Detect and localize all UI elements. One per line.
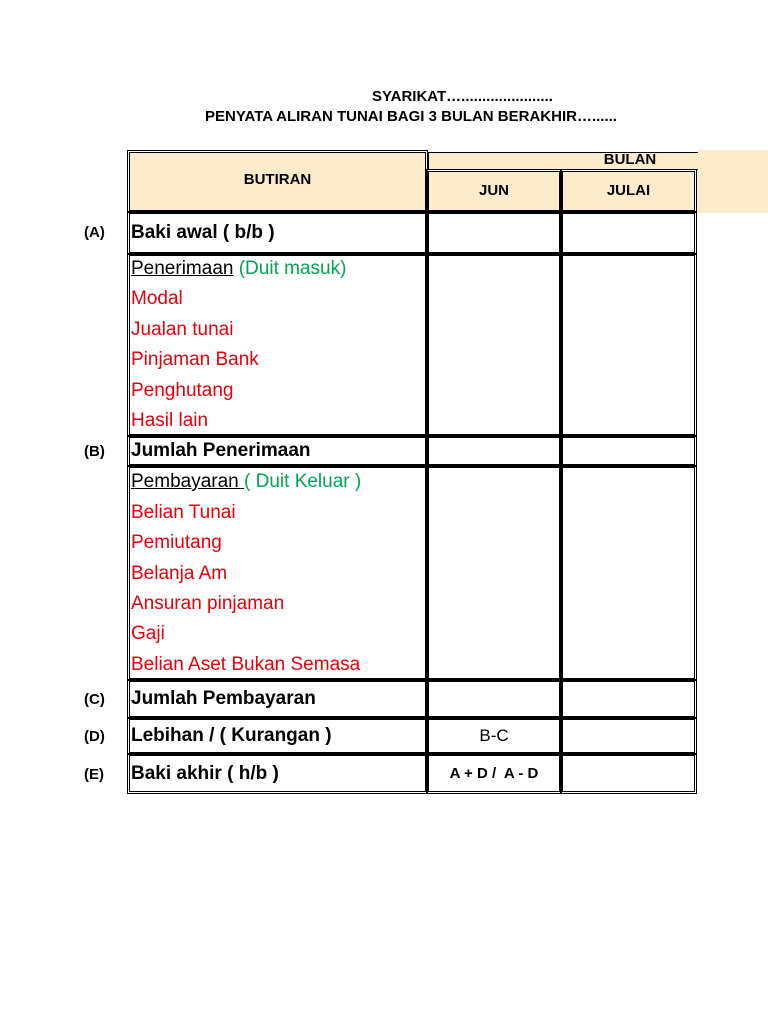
- penerimaan-item-jualan-tunai: Jualan tunai: [131, 319, 234, 340]
- row-e-julai-cell[interactable]: [562, 755, 695, 792]
- pembayaran-item-belanja-am: Belanja Am: [131, 563, 228, 584]
- statement-title: PENYATA ALIRAN TUNAI BAGI 3 BULAN BERAKHIR…......: [205, 108, 617, 125]
- butiran-header-label: BUTIRAN: [243, 171, 312, 188]
- row-e-label: Baki akhir ( h/b ): [131, 763, 279, 784]
- penerimaan-heading: [131, 258, 346, 280]
- pembayaran-item-pemiutang: Pemiutang: [131, 532, 222, 553]
- row-b-julai-cell[interactable]: [562, 437, 695, 465]
- pembayaran-heading-text: Pembayaran: [131, 471, 245, 492]
- row-a-jun-cell[interactable]: [428, 213, 560, 253]
- row-b-jun-cell[interactable]: [428, 437, 560, 465]
- row-c-label: Jumlah Pembayaran: [131, 688, 316, 709]
- penerimaan-item-penghutang: Penghutang: [131, 380, 234, 401]
- row-c-jun-cell[interactable]: [428, 681, 560, 717]
- penerimaan-heading-note: (Duit masuk): [233, 258, 347, 279]
- company-title: SYARIKAT…......................: [372, 88, 553, 105]
- pembayaran-item-ansuran-pinjaman: Ansuran pinjaman: [131, 593, 285, 614]
- row-code-d: (D): [84, 728, 105, 745]
- pembayaran-julai-cell[interactable]: [562, 467, 695, 679]
- pembayaran-item-belian-tunai: Belian Tunai: [131, 502, 236, 523]
- row-d-jun-value: B-C: [479, 726, 509, 745]
- pembayaran-item-gaji: Gaji: [131, 623, 165, 644]
- penerimaan-item-modal: Modal: [131, 288, 183, 309]
- row-code-b: (B): [84, 443, 105, 460]
- pembayaran-item-belian-aset: Belian Aset Bukan Semasa: [131, 654, 361, 675]
- row-code-a: (A): [84, 224, 105, 241]
- month-label-julai: JULAI: [606, 182, 651, 199]
- penerimaan-jun-cell[interactable]: [428, 255, 560, 435]
- header-band: [697, 150, 768, 213]
- row-code-c: (C): [84, 691, 105, 708]
- row-b-label: Jumlah Penerimaan: [131, 440, 311, 461]
- pembayaran-heading: [131, 471, 361, 493]
- month-label-jun: JUN: [478, 182, 509, 199]
- row-code-e: (E): [84, 766, 104, 783]
- row-e-jun-value: A + D / A - D: [449, 765, 539, 782]
- row-d-julai-cell[interactable]: [562, 719, 695, 753]
- penerimaan-julai-cell[interactable]: [562, 255, 695, 435]
- row-a-label: Baki awal ( b/b ): [131, 222, 275, 243]
- penerimaan-item-hasil-lain: Hasil lain: [131, 410, 209, 431]
- row-d-label: Lebihan / ( Kurangan ): [131, 725, 332, 746]
- row-c-julai-cell[interactable]: [562, 681, 695, 717]
- row-a-julai-cell[interactable]: [562, 213, 695, 253]
- pembayaran-jun-cell[interactable]: [428, 467, 560, 679]
- penerimaan-item-pinjaman-bank: Pinjaman Bank: [131, 349, 259, 370]
- penerimaan-label-cell: [129, 255, 426, 435]
- pembayaran-heading-note: ( Duit Keluar ): [244, 471, 362, 492]
- bulan-header-label: BULAN: [603, 151, 657, 168]
- penerimaan-heading-text: Penerimaan: [131, 258, 234, 279]
